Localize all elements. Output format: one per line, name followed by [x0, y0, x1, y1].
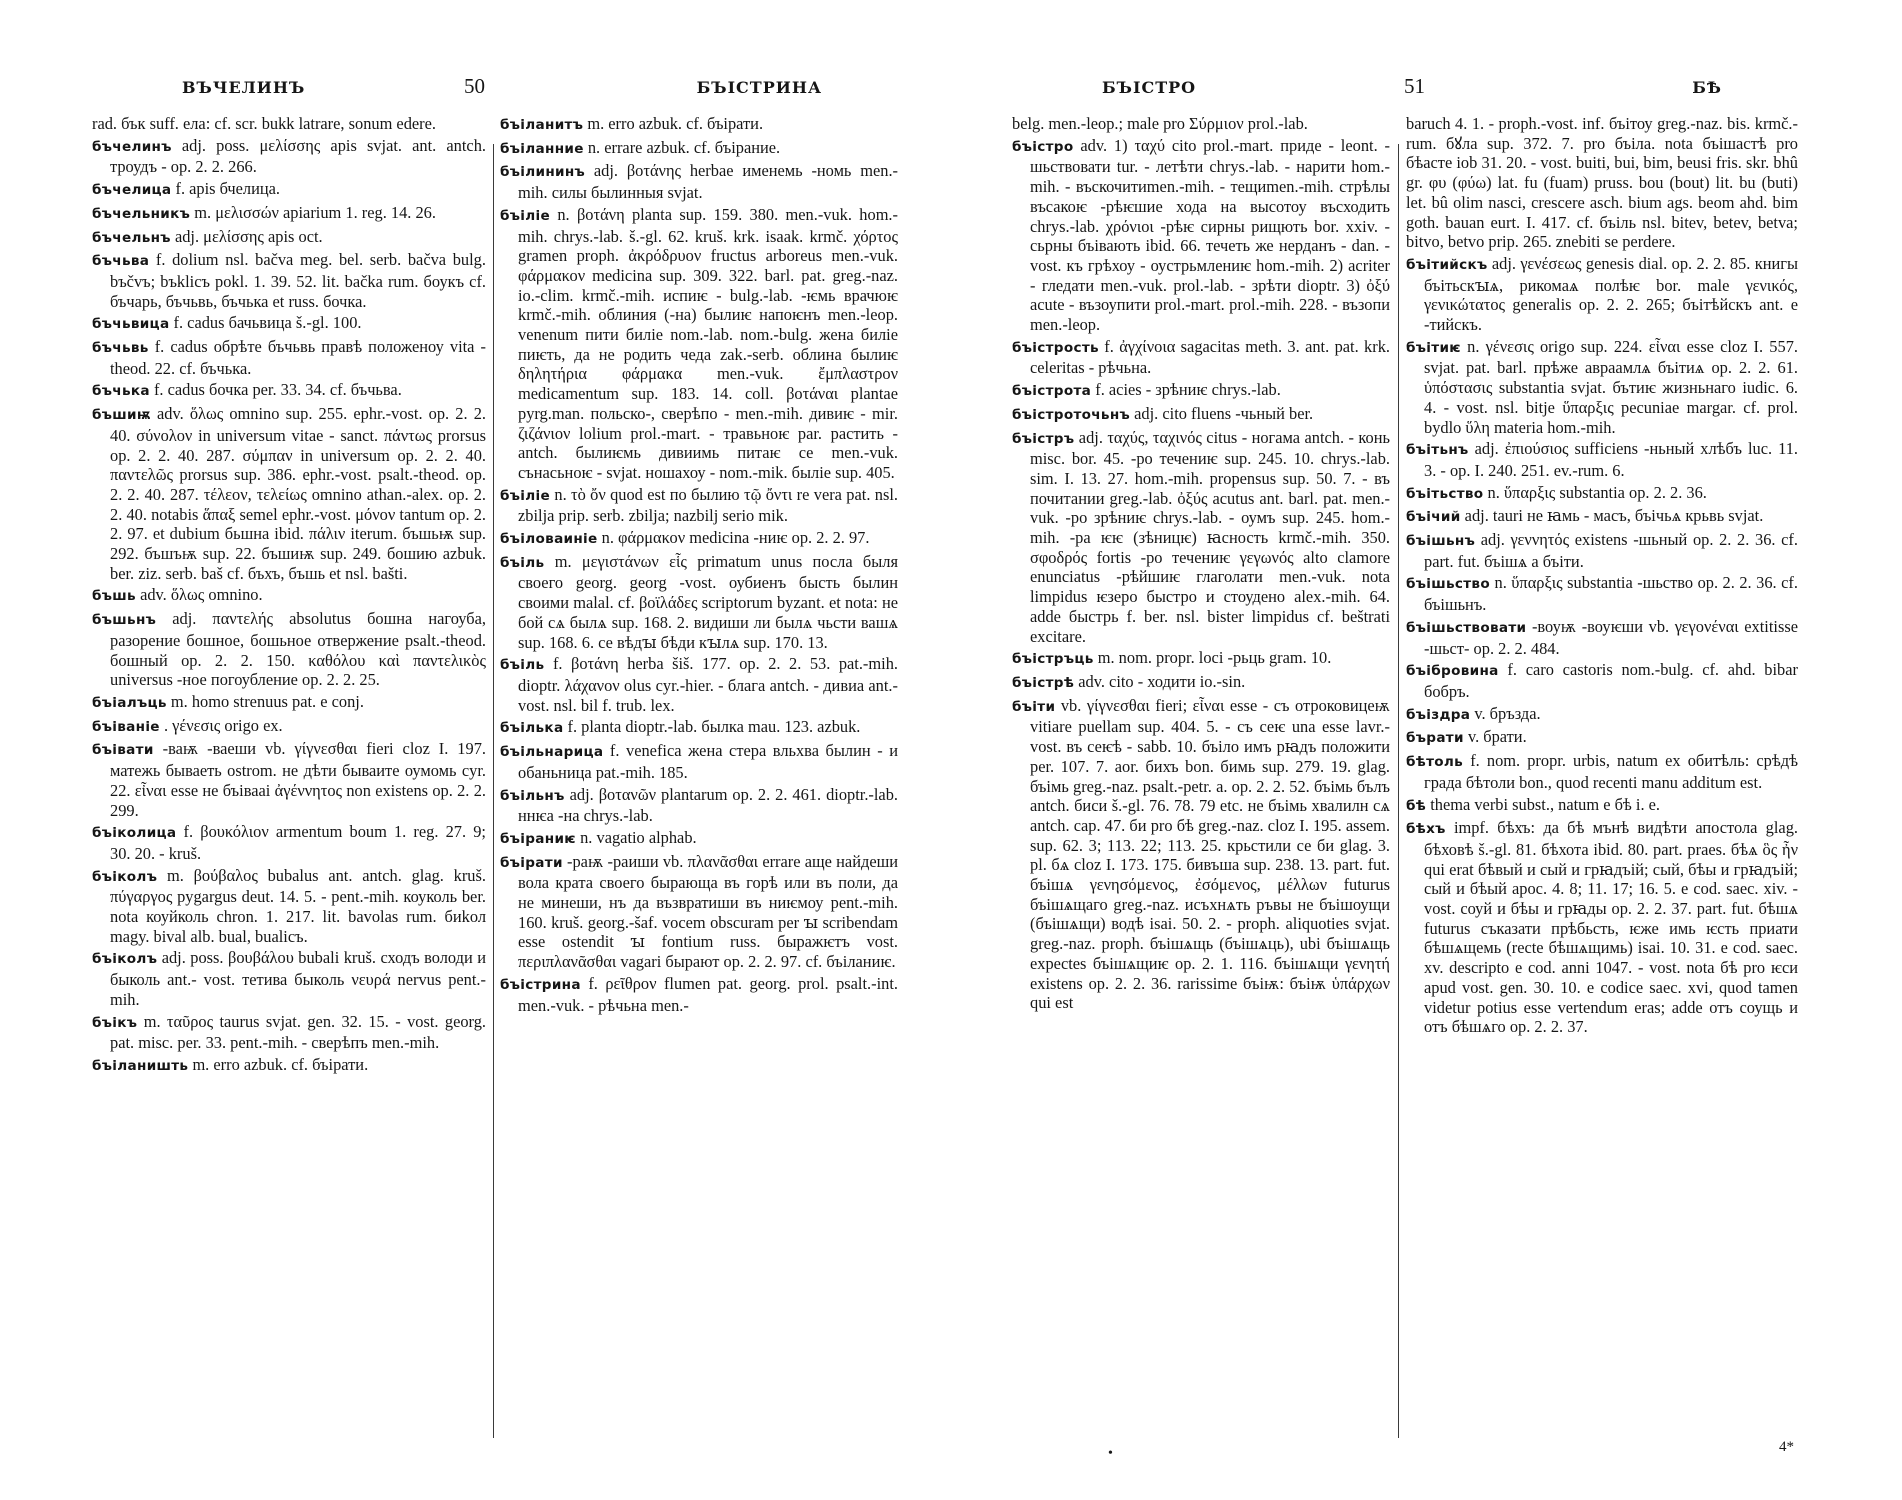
- entry-headword: бъітийскъ: [1406, 256, 1488, 273]
- entry-headword: бъчьва: [92, 253, 150, 270]
- entry-text: f. apis бчелица.: [175, 179, 280, 199]
- dictionary-entry: [1012, 136, 1390, 335]
- entry-text: n. βοτάνη planta sup. 159. 380. men.-vuk. hom.-mih. chrys.-lab. š.-gl. 62. kruš. krk. isaak. krmč. χόρτος gramen proph. ἀκρόδρυον fructus arboreus men.-vuk. φάρμακον medicina sup. 309. 322. barl. pat. greg.-naz. io.-clim. krmč.-mih. испиѥ - bulg.-lab. -ѥмь врачюѥ krmč.-mih. облиния (-на) былиѥ напоѥнъ men.-leop. venenum пити биліе nom.-lab. nom.-bulg. жена биліе пиѥть, да не родить чеда zak.-serb. облина былиѥ δηλητήρια φάρμακα men.-vuk. ἔμπλαστρον medicamentum sup. 183. 14. coll. βοτάναι plantae pyrg.man. польско-, сверѣпо - men.-mih. дивиѥ - mir. ζιζάνιον lolium prol.-mart. - травьноѥ par. растить - antch. былиѥмь дивиимь питаѥ се men.-vuk. сънасьноѥ - svjat. ношахоу - nom.-mik. быліе sup. 405.: [518, 204, 898, 482]
- dictionary-entry: [500, 205, 898, 483]
- dictionary-entry: [500, 114, 898, 136]
- dictionary-entry: [500, 654, 898, 715]
- dictionary-entry: [500, 161, 898, 202]
- left-page-columns: [92, 114, 902, 1478]
- entry-text: impf. бѣхъ: да бѣ мънѣ видѣти апостола glag. бѣховѣ š.-gl. 81. бѣхота ibid. 80. part. praes. бѣѧ ὃς ἦν qui erat бѣвый и сый и грꙗдъій; сый, бѣы и грꙗдъій; сый и бѣый apoc. 4. 8; 11. 17; 16. 5. e cod. saec. xiv. - vost. соуй и бѣы и грꙗды op. 2. 2. 37. part. fut. бѣшѧ futurus съказати прѣбьсть, ѥже имь ѥсть приати бѣшѧщемь (recte бѣшѧщимь) isai. 10. 31. e cod. saec. xv. descripto e cod. anni 1047. - vost. nota бѣ pro ѥси apud vost. gen. 30. 10. e codice saec. xvi, quod tamen videtur potius esse vertendum eras; adde отъ соущь и отъ бѣшѧго op. 2. 2. 37.: [1424, 818, 1798, 1037]
- entry-text: v. брати.: [1467, 727, 1527, 747]
- entry-headword: бъіланние: [500, 140, 584, 157]
- left-column-a: [92, 114, 486, 1478]
- dictionary-entry: [1406, 506, 1798, 528]
- entry-text: f. ἀγχίνοια sagacitas meth. 3. ant. pat. krk. celeritas - рѣчьна.: [1030, 336, 1390, 378]
- entry-text: n. ὕπαρξις substantia -шьство op. 2. 2. 36. cf. бъішьнъ.: [1424, 573, 1798, 615]
- entry-text: n. φάρμακον medicina -ниѥ op. 2. 2. 97.: [601, 528, 870, 548]
- left-header-left-word: ВЪЧЕЛИНЪ: [182, 78, 306, 97]
- entry-headword: бъірати: [500, 854, 563, 871]
- entry-text: adv. cito - ходити io.-sin.: [1078, 671, 1246, 691]
- dictionary-entry: [1012, 696, 1390, 1013]
- entry-text: adv. ὅλως omnino sup. 255. ephr.-vost. op. 2. 2. 40. σύνολον in universum vitae - sanct. πάντως prorsus op. 2. 2. 40. 287. σύμπαν in universum op. 2. 2. 40. παντελῶς prorsus sup. 386. ephr.-vost. psalt.-theod. op. 2. 2. 40. 287. τέλεον, τελείως omnino athan.-alex. op. 2. 2. 40. notabis ἅπαξ semel ephr.-vost. μόνον tantum op. 2. 2. 97. et dubium бьшна ibid. πάλιν iterum. бъшьѭ sup. 292. бъшъѭ sup. 22. бъшиѭ sup. 249. бошию azbuk. ber. ziz. serb. baš cf. бъхъ, бъшь et nsl. bašti.: [110, 404, 486, 583]
- dictionary-entry: [1406, 530, 1798, 571]
- entry-text: n. errare azbuk. cf. бъіраниe.: [587, 137, 781, 157]
- entry-text: m. ταῦρος taurus svjat. gen. 32. 15. - vost. georg. pat. misc. per. 33. pent.-mih. - сверѣпъ men.-mih.: [110, 1011, 486, 1053]
- entry-text: f. dolium nsl. bačva meg. bel. serb. bačva bulg. bъčvъ; bъkliсъ pokl. 1. 39. 52. lit. bačka rum. боукъ cf. бъчарь, бъчьвь, бъчька et russ. бочка.: [110, 250, 486, 311]
- dictionary-entry: [92, 380, 486, 402]
- entry-headword: бъішьствовати: [1406, 619, 1527, 636]
- dictionary-entry: [92, 179, 486, 201]
- entry-text: v. бръзда.: [1474, 703, 1541, 723]
- dictionary-entry: [1406, 704, 1798, 726]
- right-header-right-word: БѢ: [1692, 78, 1722, 97]
- dictionary-entry: [500, 528, 898, 550]
- dictionary-entry: [1406, 751, 1798, 792]
- entry-text: -раѭ -раиши vb. πλανᾶσθαι errare аще найдеши вола крата своего бырающа въ горѣ или въ поли, да не минеши, нъ да възвратиши въ ниѥмоу pent.-mih. 160. kruš. georg.-šaf. vocem obscuram per ꙑ scribendam esse ostendit ꙑ fontium russ. быражѥтъ vost. περιπλανᾶσθαι vagari бырают op. 2. 2. 97. cf. бъіланиѥ.: [518, 851, 898, 972]
- left-page-header: [92, 74, 902, 108]
- entry-text: f. cadus бачьвица š.-gl. 100.: [173, 313, 362, 333]
- entry-headword: бъілининъ: [500, 164, 586, 181]
- dictionary-entry: [1406, 617, 1798, 658]
- entry-text: adj. poss. μελίσσης apis svjat. ant. antch. троудъ - op. 2. 2. 266.: [110, 135, 486, 177]
- right-page-columns: [1012, 114, 1802, 1478]
- left-column-b: [500, 114, 898, 1478]
- entry-headword: бъістрѣ: [1012, 674, 1075, 691]
- dictionary-entry: [500, 138, 898, 160]
- entry-text: adj. tauri не ꙗмь - масъ, бъічьѧ крьвь svjat.: [1464, 506, 1764, 526]
- entry-text: n. ὕπαρξις substantia op. 2. 2. 36.: [1487, 482, 1707, 502]
- entry-text: . γένεσις origo ex.: [163, 715, 283, 735]
- entry-headword: бъільнъ: [500, 787, 565, 804]
- entry-headword: бъішьство: [1406, 576, 1490, 593]
- dictionary-entry: [1012, 428, 1390, 647]
- entry-headword: бъіколица: [92, 825, 177, 842]
- entry-text: -ваѭ -ваеши vb. γίγνεσθαι fieri cloz I. 197. матежь бываеть ostrom. не дѣти бываите оумомь cyr. 22. εἶναι esse не бъівааі ἀγέννητος non existens op. 2. 2. 299.: [110, 739, 486, 820]
- dictionary-entry: [92, 313, 486, 335]
- dictionary-entry: [92, 250, 486, 311]
- entry-headword: бъістръць: [1012, 651, 1094, 668]
- entry-headword: бъіліе: [500, 487, 551, 504]
- dictionary-entry: [1406, 483, 1798, 505]
- entry-text: m. μελισσών apiarium 1. reg. 14. 26.: [194, 202, 436, 222]
- left-header-right-word: БЪІСТРИНА: [696, 78, 822, 97]
- dictionary-entry: [500, 785, 898, 826]
- dictionary-entry: [1406, 254, 1798, 335]
- dictionary-entry: [1012, 404, 1390, 426]
- entry-headword: бъіалъць: [92, 694, 167, 711]
- dictionary-entry: [500, 828, 898, 850]
- entry-headword: бъічий: [1406, 509, 1461, 526]
- entry-headword: бъшь: [92, 588, 136, 605]
- dictionary-entry: [92, 866, 486, 947]
- dictionary-entry: [1012, 648, 1390, 670]
- printer-signature: 4*: [1779, 1439, 1794, 1455]
- entry-headword: бъібровина: [1406, 663, 1499, 680]
- entry-headword: бѣхъ: [1406, 821, 1446, 838]
- entry-headword: бѣ: [1406, 797, 1427, 814]
- dictionary-entry: [1012, 114, 1390, 134]
- entry-text: rad. бък suff. ела: cf. scr. bukk latrare, sonum edere.: [92, 114, 437, 133]
- dictionary-entry: [1406, 727, 1798, 749]
- entry-headword: бъіланишть: [92, 1057, 189, 1074]
- entry-text: adj. γεννητός existens -шьный op. 2. 2. 36. cf. part. fut. бъішѧ a бъіти.: [1424, 530, 1798, 571]
- entry-text: m. erro azbuk. cf. бъірати.: [192, 1054, 369, 1074]
- dictionary-entry: [500, 974, 898, 1015]
- entry-headword: бъіловаиніе: [500, 531, 598, 548]
- dictionary-entry: [500, 717, 898, 739]
- entry-headword: бъчельнъ: [92, 229, 171, 246]
- entry-headword: бъітьнъ: [1406, 442, 1469, 459]
- entry-text: m. erro azbuk. cf. бъірати.: [587, 114, 764, 133]
- entry-headword: бъшиѭ: [92, 407, 151, 424]
- dictionary-entry: [92, 203, 486, 225]
- entry-headword: бъістрость: [1012, 339, 1099, 356]
- entry-text: baruch 4. 1. - proph.-vost. inf. бъітоу greg.-naz. bis. krmč.-rum. бꙋла sup. 372. 7. pro бъіла. nota бъішастѣ pro бѣасте iob 31. 20. - vost. buiti, bui, bim, beusi fris. skr. bhû gr. φυ (φύω) lat. fu (fuam) pruss. bou (bout) lit. bu (buti) let. bû olim nasci, crescere asch. bium ags. beom ahd. bim goth. bauan eurt. I. 417. cf. бъіль nsl. bitev, betev, betva; bitvo, betvo prip. 265. znebiti se perdere.: [1406, 114, 1798, 252]
- entry-text: adj. ταχύς, ταχινός citus - ногама antch. - конь misc. bor. 45. -ро течениѥ sup. 245. 10. chrys.-lab. sim. I. 13. 27. hom.-mih. propensus sup. 50. 7. - въ почитании greg.-lab. ὀξύς acutus ant. barl. pat. men.-vuk. -ро зрѣниѥ chrys.-lab. - оумъ sup. 245. hom.-mih. -ра ѥѥ (зѣницѥ) ꙗсность krmč.-mih. 350. σφοδρός fortis -ро течениѥ γεγωνός alto clamore enunciatus -рѣйшиѥ глаголати men.-vuk. nota limpidus ѥзеро быстро и стоуденo alex.-mih. 64. adde быстрь f. ber. nsl. bister limpidus cf. beštrati excitare.: [1030, 427, 1390, 646]
- column-divider: [1398, 144, 1399, 1438]
- entry-headword: бъіти: [1012, 698, 1056, 715]
- dictionary-entry: [1406, 439, 1798, 480]
- dictionary-entry: [1012, 380, 1390, 402]
- dictionary-entry: [92, 948, 486, 1009]
- entry-headword: бъіль: [500, 657, 545, 674]
- entry-text: m. homo strenuus pat. e conj.: [170, 691, 364, 711]
- entry-text: m. βούβαλος bubalus ant. antch. glag. kruš. πύγαργος pygargus deut. 14. 5. - pent.-mih. коуколь ber. nota коуйколь chron. 1. 217. lit. bavolas rum. биkол mаgy. bival alb. bual, bualicъ.: [110, 865, 486, 946]
- entry-headword: бъіздра: [1406, 706, 1471, 723]
- entry-headword: бъіланитъ: [500, 117, 584, 133]
- entry-text: f. planta dioptr.-lab. былка mau. 123. azbuk.: [567, 717, 861, 737]
- entry-text: adj. βοτάνης herbae именемь -номь men.-mih. силы былинныя svjat.: [518, 161, 898, 203]
- entry-text: thema verbi subst., natum e бѣ i. e.: [1430, 794, 1661, 814]
- right-column-a: [1012, 114, 1390, 1478]
- entry-text: n. vagatio alphab.: [580, 827, 697, 847]
- dictionary-entry: [1406, 660, 1798, 701]
- right-page-number: 51: [1404, 74, 1425, 98]
- entry-text: adj. μελίσσης apis oct.: [174, 226, 323, 246]
- entry-headword: бъістрота: [1012, 383, 1092, 400]
- entry-headword: бъчьвь: [92, 340, 149, 357]
- right-page-header: [1012, 74, 1802, 108]
- dictionary-entry: [500, 485, 898, 526]
- dictionary-entry: [1406, 114, 1798, 252]
- entry-text: f. cadus бочка per. 33. 34. cf. бъчьва.: [153, 380, 402, 400]
- entry-headword: бъіліе: [500, 207, 551, 224]
- right-header-left-word: БЪІСТРО: [1102, 78, 1197, 97]
- dictionary-entry: [1406, 818, 1798, 1037]
- entry-text: adj. παντελής absolutus бошна нагоуба, разорение бошное, бошьное отвержение psalt.-theod. бошный op. 2. 2. 150. καθόλου καὶ παντελικὸς universus -ное погоубление op. 2. 2. 25.: [110, 609, 486, 690]
- entry-headword: бъчелица: [92, 182, 172, 199]
- entry-text: f. cadus обрѣте бъчьвь правѣ положеноу vita - theod. 22. cf. бъчька.: [110, 337, 486, 378]
- dictionary-entry: [1406, 337, 1798, 438]
- dictionary-entry: [500, 741, 898, 782]
- dictionary-entry: [500, 852, 898, 972]
- dictionary-entry: [92, 585, 486, 607]
- entry-text: vb. γίγνεσθαι fieri; εἶναι esse - съ отроковицеѭ vitiare puellam sup. 404. 5. - съ сеѥ una esse lavr.-vost. въ сеѥѣ - sabb. 10. бъіло имъ рꙗдъ положити per. 107. 7. aor. бихъ bon. бимь sup. 279. 19. glag. бъімь greg.-naz. psalt.-petr. a. op. 2. 2. 52. бъімь бълъ antch. биси š.-gl. 76. 78. 79 etc. не бъімь хвалилн сѧ antch. cap. 47. би pro бѣ greg.-naz. cloz I. 195. assem. sup. 62. 3; 113. 22; 113. 25. крьстили се би glag. 3. pl. бѧ cloz I. 173. 175. бивъша sup. 238. 13. part. fut. бъішѧ γενησόμενος, ἐσόμενος, μέλλων futurus бъішѧщаго greg.-naz. исъхнѧть ръвы не бъішоущи (бъішѧщи) водѣ isai. 50. 2. - proph. aliquoties svjat. greg.-naz. proph. бъішѧщь (бъішѧць), ubi бъішѧщь expectes бъішѧщиѥ op. 2. 1. 116. бъішѧщи γενητή existens op. 2. 2. 36. rarissime бъіѭ: бъіѭ ὑπάρχων qui est: [1030, 695, 1390, 1013]
- entry-headword: бъілька: [500, 720, 564, 737]
- dictionary-entry: [1406, 573, 1798, 614]
- entry-headword: бъікъ: [92, 1014, 138, 1031]
- entry-text: adv. ὅλως omnino.: [140, 585, 263, 605]
- entry-headword: бъішьнъ: [1406, 533, 1476, 550]
- footer-mark: •: [1108, 1446, 1113, 1461]
- entry-headword: бъістрина: [500, 976, 581, 993]
- right-page: [1012, 74, 1802, 1478]
- entry-text: -воуѭ -воуѥши vb. γεγονέναι extitisse -шьст- op. 2. 2. 484.: [1424, 616, 1798, 658]
- entry-text: adj. βοτανῶν plantarum op. 2. 2. 461. dioptr.-lab. ннѥа -на chrys.-lab.: [518, 784, 898, 826]
- entry-headword: бъітиѥ: [1406, 339, 1461, 356]
- dictionary-entry: [92, 114, 486, 134]
- dictionary-entry: [92, 1012, 486, 1053]
- entry-text: belg. men.-leop.; male pro Σύρμιον prol.-lab.: [1012, 114, 1308, 133]
- entry-headword: бъчельникъ: [92, 205, 191, 222]
- entry-text: adv. 1) ταχύ cito prol.-mart. приде - leont. - шьствовати tur. - летѣти chrys.-lab. - нарити hom.-mih. - въскочитиmen.-mih. - тещиmen.-mih. стрѣлы въсакоѥ -рѣѥшие хода на высотоу въсходить chrys.-lab. χρόνιοι -рѣѥ сирны рищють bor. xxiv. - сьрны бъівають ibid. 66. течеть же нерданъ - dan. - vost. къ грѣхоу - оустрьмлениѥ hom.-mih. 2) acriter - гледати men.-vuk. prol.-lab. - зрѣти dioptr. 3) ὀξύ acute - възоупити prol.-mart. prol.-mih. 228. - възопи men.-leop.: [1030, 135, 1390, 335]
- dictionary-entry: [92, 337, 486, 378]
- entry-headword: бъіколъ: [92, 868, 158, 885]
- entry-headword: бъістро: [1012, 138, 1074, 155]
- entry-headword: бъіваніе: [92, 718, 160, 735]
- right-column-b: [1406, 114, 1798, 1478]
- entry-text: f. βοτάνη herba šiš. 177. op. 2. 2. 53. pat.-mih. dioptr. λάχανον olus cyr.-hier. - блага antch. - дивиа ant.-vost. nsl. bil f. trub. lex.: [518, 654, 898, 715]
- entry-text: f. βουκόλιον armentum boum 1. reg. 27. 9; 30. 20. - kruš.: [110, 822, 486, 863]
- entry-text: n. γένεσις origo sup. 224. εἶναι esse cloz I. 557. svjat. pat. barl. прѣже авраамлѧ бъітиѧ op. 2. 2. 61. ὑπόστασις substantia svjat. бътиѥ жизньнаго iudic. 6. 4. - vost. nsl. bitje ὕπαρξις pecuniae margar. cf. prol. bydlo ὕλη materia hom.-mih.: [1424, 336, 1798, 437]
- dictionary-entry: [92, 1055, 486, 1077]
- entry-text: adj. poss. βουβάλου bubali kruš. сходъ володи и быколь ant.- vost. тетива быколь νευρά nervus pent.-mih.: [110, 948, 486, 1009]
- entry-text: adj. γενέσεως genesis dial. op. 2. 2. 85. книгы бъітьскꙑѧ, рикомаѧ полѣѥ bor. male γενικός, γενικώτατος generalis op. 2. 2. 265; бъітѣйскъ ant. e -тийскъ.: [1424, 253, 1798, 335]
- dictionary-entry: [92, 227, 486, 249]
- column-divider: [493, 144, 494, 1438]
- left-page-number: 50: [464, 74, 485, 98]
- dictionary-entry: [92, 609, 486, 690]
- dictionary-entry: [92, 136, 486, 177]
- dictionary-entry: [92, 716, 486, 738]
- entry-headword: бѣтоль: [1406, 754, 1464, 771]
- dictionary-entry: [1406, 795, 1798, 817]
- entry-headword: бъчьвица: [92, 316, 170, 333]
- dictionary-entry: [92, 822, 486, 863]
- dictionary-entry: [1012, 672, 1390, 694]
- entry-text: f. venefica жена стера вльхва былин - и обаньница pat.-mih. 185.: [518, 741, 898, 782]
- entry-headword: бъіль: [500, 554, 545, 571]
- entry-text: adj. ἐπιούσιος sufficiens -ньный хлѣбъ luc. 11. 3. - op. I. 240. 251. ev.-rum. 6.: [1424, 439, 1798, 480]
- entry-text: adj. cito fluens -чьный ber.: [1134, 403, 1314, 423]
- entry-headword: бъіраниѥ: [500, 830, 576, 847]
- entry-headword: бърати: [1406, 730, 1464, 747]
- left-page: [92, 74, 902, 1478]
- entry-headword: бъшьнъ: [92, 612, 157, 629]
- dictionary-entry: [1012, 337, 1390, 378]
- entry-headword: бъчька: [92, 383, 150, 400]
- entry-headword: бъіколъ: [92, 951, 158, 968]
- entry-text: f. ρεῖθρον flumen pat. georg. prol. psalt.-int. men.-vuk. - рѣчьна men.-: [518, 973, 898, 1015]
- entry-headword: бъістроточьнъ: [1012, 406, 1131, 423]
- dictionary-entry: [92, 404, 486, 583]
- entry-text: f. nom. propr. urbis, natum ex обитѣль: срѣдѣ града бѣтоли bon., quod recenti manu additum est.: [1424, 751, 1798, 792]
- entry-text: n. τὸ ὄν quod est по былию τῷ ὄντι re vera pat. nsl. zbilja prip. serb. zbilja; nazbilj serio mik.: [518, 484, 898, 526]
- dictionary-entry: [92, 692, 486, 714]
- entry-text: m. μεγιστάνων εἷς primatum unus посла быля своего georg. georg -vost. оубиенъ бысть былин своими malal. cf. βοϊλάδες scriptorum byzant. et nota: не бой сѧ былѧ sup. 168. 2. видиши ли былѧ чьсти вашѧ sup. 168. 6. се вѣдꙑ бѣди кꙑлѧ sup. 170. 13.: [518, 551, 898, 652]
- entry-headword: бъітьство: [1406, 485, 1484, 502]
- entry-headword: бъчелинъ: [92, 138, 172, 155]
- dictionary-entry: [92, 739, 486, 820]
- dictionary-entry: [500, 552, 898, 653]
- entry-headword: бъільнарица: [500, 744, 604, 761]
- entry-text: f. caro castoris nom.-bulg. cf. ahd. bibar бобръ.: [1424, 660, 1798, 701]
- entry-headword: бъівати: [92, 742, 154, 759]
- entry-text: m. nom. propr. loci -рьць gram. 10.: [1097, 648, 1332, 668]
- entry-text: f. acies - зрѣниѥ chrys.-lab.: [1095, 380, 1281, 400]
- entry-headword: бъістръ: [1012, 430, 1075, 447]
